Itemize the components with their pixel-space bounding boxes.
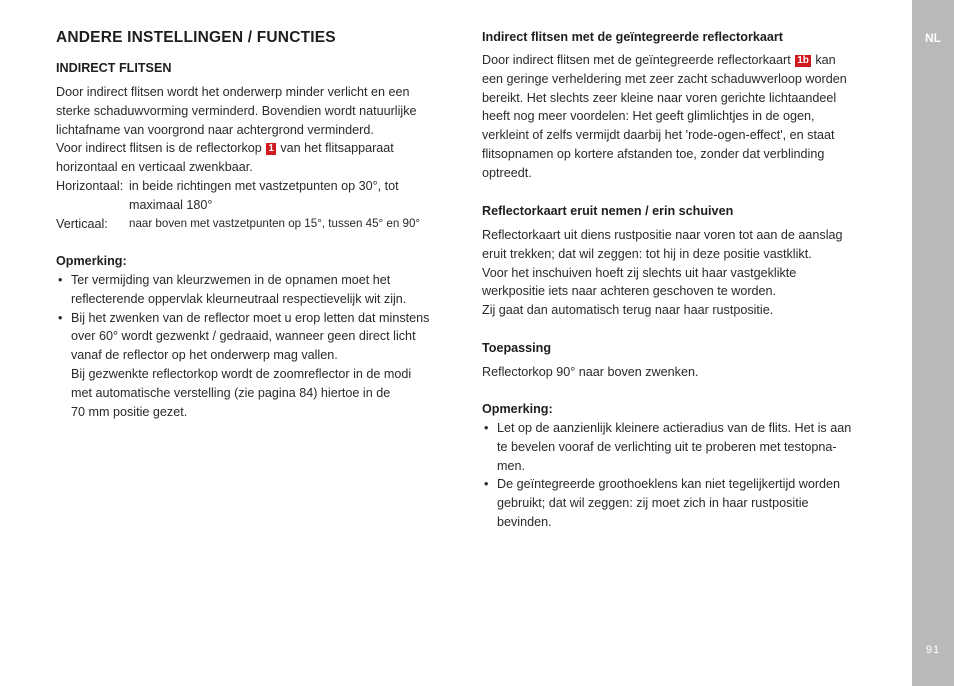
text-line: Reflectorkaart uit diens rustpositie naar voren tot aan de aanslag xyxy=(482,228,843,242)
list-item xyxy=(482,419,851,475)
definition-term: Horizontaal: xyxy=(56,179,124,193)
text-line: met automatische verstelling (zie pagina 84) hiertoe in de xyxy=(71,385,391,400)
text-line: men. xyxy=(497,458,525,473)
list-item xyxy=(56,271,429,309)
section-heading-indirect-flitsen: INDIRECT FLITSEN xyxy=(56,61,172,75)
section-heading-eruit-erin: Reflectorkaart eruit nemen / erin schuiven xyxy=(482,204,734,218)
definition-horizontal xyxy=(56,177,420,215)
page-heading: ANDERE INSTELLINGEN / FUNCTIES xyxy=(56,29,336,46)
text-line: flitsopnamen op kortere afstanden toe, zonder dat verblinding xyxy=(482,146,825,161)
text-line: in beide richtingen met vastzetpunten op 30°, tot xyxy=(129,179,399,193)
text-line: 70 mm positie gezet. xyxy=(71,404,188,419)
text-line: Zij gaat dan automatisch terug naar haar rustpositie. xyxy=(482,303,774,318)
definition-vertical xyxy=(56,215,420,234)
reflectorkaart-line xyxy=(482,51,847,70)
eruit-erin-paragraph xyxy=(482,226,843,320)
reference-badge: 1b xyxy=(797,55,809,66)
list-item xyxy=(482,475,851,531)
text-line: Voor het inschuiven hoeft zij slechts uit haar vastgeklikte xyxy=(482,265,797,280)
text-line: vanaf de reflector op het onderwerp mag vallen. xyxy=(71,348,338,363)
section-heading-toepassing: Toepassing xyxy=(482,341,552,355)
text-line: • Ter vermijding van kleurzwemen in de opnamen moet het xyxy=(71,273,391,287)
text-line: • De geïntegreerde groothoeklens kan niet tegelijkertijd worden xyxy=(497,477,841,492)
text-fragment: Door indirect flitsen met de geïntegreerde reflectorkaart xyxy=(482,53,791,67)
reflectorkaart-paragraph xyxy=(482,51,847,183)
text-line: sterke schaduwvorming verminderd. Bovendien wordt natuurlijke xyxy=(56,103,417,118)
text-line: eruit trekken; dat wil zeggen: tot hij in deze positie vastklikt. xyxy=(482,246,812,261)
reflector-line xyxy=(56,139,417,158)
note-list xyxy=(56,271,429,421)
note-list xyxy=(482,419,851,532)
section-heading-reflectorkaart: Indirect flitsen met de geïntegreerde reflectorkaart xyxy=(482,30,783,44)
text-line: bevinden. xyxy=(497,514,552,529)
definition-description: naar boven met vastzetpunten op 15°, tussen 45° en 90° xyxy=(129,216,421,230)
reference-badge: 1 xyxy=(268,143,274,155)
list-item xyxy=(56,309,429,422)
page-number: 91 xyxy=(925,644,941,656)
text-fragment: kan xyxy=(815,53,836,67)
toepassing-text: Reflectorkop 90° naar boven zwenken. xyxy=(482,365,699,379)
intro-paragraph xyxy=(56,83,417,177)
text-fragment: Voor indirect flitsen is de reflectorkop xyxy=(56,141,262,156)
note-heading: Opmerking: xyxy=(56,254,127,268)
text-fragment: van het flitsapparaat xyxy=(280,141,394,156)
text-line: werkpositie iets naar achteren geschoven te worden. xyxy=(482,284,777,299)
definition-description xyxy=(129,177,399,215)
text-line: Door indirect flitsen wordt het onderwerp minder verlicht en een xyxy=(56,85,410,99)
page-sidebar xyxy=(912,0,954,686)
text-line: een geringe verheldering met zeer zacht schaduwverloop worden xyxy=(482,71,847,86)
note-heading: Opmerking: xyxy=(482,402,553,416)
text-line: verkleint of zelfs vermijdt daarbij het 'rode-ogen-effect', en staat xyxy=(482,128,835,143)
text-line: gebruikt; dat wil zeggen: zij moet zich in haar rustpositie xyxy=(497,496,809,511)
text-line: • Bij het zwenken van de reflector moet u erop letten dat minstens xyxy=(71,310,430,325)
text-line: optreedt. xyxy=(482,165,532,180)
text-line: te bevelen vooraf de verlichting uit te proberen met testopna- xyxy=(497,439,837,454)
definition-term: Verticaal: xyxy=(56,216,108,231)
text-line: bereikt. Het slechts zeer kleine naar voren gerichte lichtaandeel xyxy=(482,90,837,105)
text-line: heeft nog meer voordelen: Het geeft glimlichtjes in de ogen, xyxy=(482,109,815,124)
text-line: over 60° wordt gezwenkt / gedraaid, wanneer geen direct licht xyxy=(71,329,416,344)
language-tab: NL xyxy=(925,31,941,45)
text-line: maximaal 180° xyxy=(129,197,213,212)
swivel-definition-list xyxy=(56,177,420,233)
text-line: reflecterende oppervlak kleurneutraal respectievelijk wit zijn. xyxy=(71,291,407,306)
text-line: • Let op de aanzienlijk kleinere actieradius van de flits. Het is aan xyxy=(497,421,852,435)
text-line: lichtafname van voorgrond naar achtergrond verminderd. xyxy=(56,122,374,137)
text-line: horizontaal en verticaal zwenkbaar. xyxy=(56,160,253,175)
text-line: Bij gezwenkte reflectorkop wordt de zoomreflector in de modi xyxy=(71,366,412,381)
